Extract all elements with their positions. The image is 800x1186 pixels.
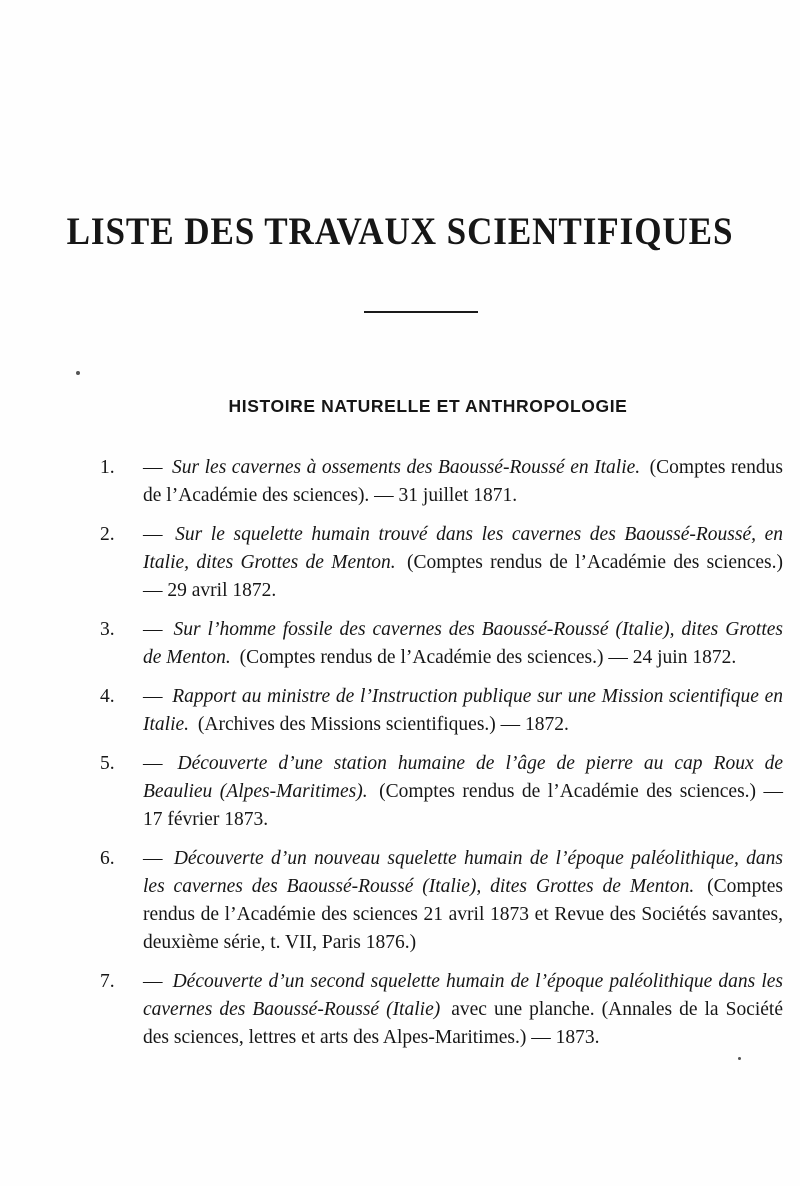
entry-number: 3. xyxy=(100,619,115,640)
entry-number: 2. xyxy=(100,524,115,545)
entry-number: 6. xyxy=(100,848,115,869)
title-divider xyxy=(364,311,478,313)
entry-number: 1. xyxy=(100,457,115,478)
print-speck xyxy=(76,371,80,375)
list-item xyxy=(100,750,783,834)
entry-title: Découverte d’un nouveau squelette humain de l’époque paléolithique, dans les cavernes des Baoussé-Roussé (Italie), dites Grottes de Menton. xyxy=(143,848,783,897)
entry-dash: — xyxy=(143,686,163,707)
entry-dash: — xyxy=(143,619,163,640)
entry-number: 5. xyxy=(100,753,115,774)
section-heading: HISTOIRE NATURELLE ET ANTHROPOLOGIE xyxy=(228,396,628,416)
entry-title: Sur le squelette humain trouvé dans les cavernes des Baoussé-Roussé, en Italie, dites Grottes de Menton. xyxy=(143,524,783,573)
print-speck xyxy=(738,1057,741,1060)
entry-details: (Comptes rendus de l’Académie des sciences.) — 24 juin 1872. xyxy=(239,647,737,668)
entry-details: (Comptes rendus de l’Académie des sciences 21 avril 1873 et Revue des Sociétés savantes, deuxième série, t. VII, Paris 1876.) xyxy=(143,876,783,953)
entry-title: Sur les cavernes à ossements des Baoussé-Roussé en Italie. xyxy=(172,457,641,478)
entry-title: Découverte d’une station humaine de l’âge de pierre au cap Roux de Beaulieu (Alpes-Maritimes). xyxy=(143,753,784,802)
entry-dash: — xyxy=(143,848,163,869)
entry-dash: — xyxy=(143,753,163,774)
list-item xyxy=(100,521,783,605)
entry-number: 7. xyxy=(100,971,115,992)
entry-title: Découverte d’un second squelette humain de l’époque paléolithique dans les cavernes des Baoussé-Roussé (Italie) xyxy=(143,971,783,1020)
entry-details: (Comptes rendus de l’Académie des sciences.) — 29 avril 1872. xyxy=(143,552,784,601)
entry-details: (Comptes rendus de l’Académie des sciences.) — 17 février 1873. xyxy=(143,781,784,830)
list-item xyxy=(100,683,783,739)
list-item xyxy=(100,454,783,510)
entry-dash: — xyxy=(143,524,163,545)
list-item xyxy=(100,616,783,672)
list-item xyxy=(100,968,783,1052)
list-item xyxy=(100,845,783,957)
entry-details: (Comptes rendus de l’Académie des sciences). — 31 juillet 1871. xyxy=(143,457,784,506)
entry-details: avec une planche. (Annales de la Société des sciences, lettres et arts des Alpes-Maritimes.) — 1873. xyxy=(143,999,783,1048)
entry-title: Sur l’homme fossile des cavernes des Baoussé-Roussé (Italie), dites Grottes de Menton. xyxy=(143,619,784,668)
entry-dash: — xyxy=(143,457,163,478)
entry-number: 4. xyxy=(100,686,115,707)
entry-title: Rapport au ministre de l’Instruction publique sur une Mission scientifique en Italie. xyxy=(143,686,784,735)
page-title: LISTE DES TRAVAUX SCIENTIFIQUES xyxy=(66,210,734,253)
publication-list xyxy=(100,454,783,1063)
entry-details: (Archives des Missions scientifiques.) — 1872. xyxy=(197,714,569,735)
entry-dash: — xyxy=(143,971,163,992)
